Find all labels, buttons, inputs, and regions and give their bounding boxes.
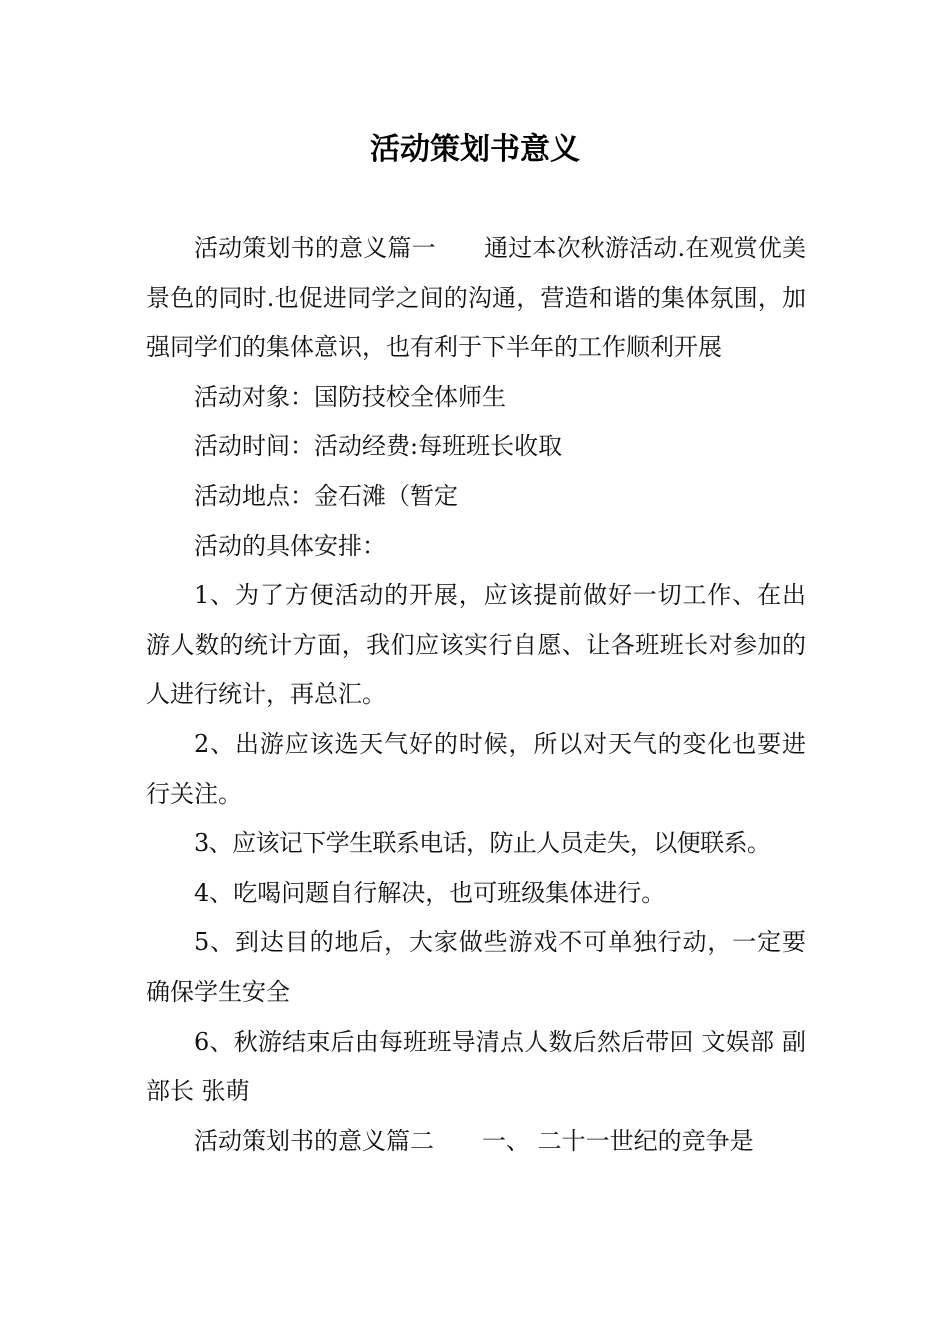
- paragraph-item-6: 6、秋游结束后由每班班导清点人数后然后带回 文娱部 副部长 张萌: [146, 1027, 806, 1106]
- paragraph-item-1: 1、为了方便活动的开展，应该提前做好一切工作、在出游人数的统计方面，我们应该实行自愿、让各班班长对参加的人进行统计，再总汇。: [146, 581, 806, 709]
- paragraph-item-4: 4、吃喝问题自行解决，也可班级集体进行。: [194, 878, 666, 907]
- paragraph-target: 活动对象：国防技校全体师生: [194, 382, 506, 411]
- paragraph-location: 活动地点：金石滩（暂定: [194, 481, 458, 510]
- paragraph-item-5: 5、到达目的地后，大家做些游戏不可单独行动，一定要确保学生安全: [146, 928, 806, 1006]
- document-title: 活动策划书意义: [370, 132, 580, 167]
- paragraph-time: 活动时间：活动经费:每班班长收取: [194, 432, 563, 461]
- paragraph-section-two: 活动策划书的意义篇二 一、 二十一世纪的竞争是: [194, 1126, 754, 1155]
- paragraph-arrangement-heading: 活动的具体安排：: [194, 531, 386, 560]
- document-body: [146, 224, 806, 1166]
- paragraph-intro: 活动策划书的意义篇一 通过本次秋游活动.在观赏优美景色的同时.也促进同学之间的沟通，营造和谐的集体氛围，加强同学们的集体意识，也有利于下半年的工作顺利开展: [146, 234, 806, 362]
- paragraph-item-2: 2、出游应该选天气好的时候，所以对天气的变化也要进行关注。: [146, 729, 806, 808]
- paragraph-item-3: 3、应该记下学生联系电话，防止人员走失，以便联系。: [194, 829, 771, 858]
